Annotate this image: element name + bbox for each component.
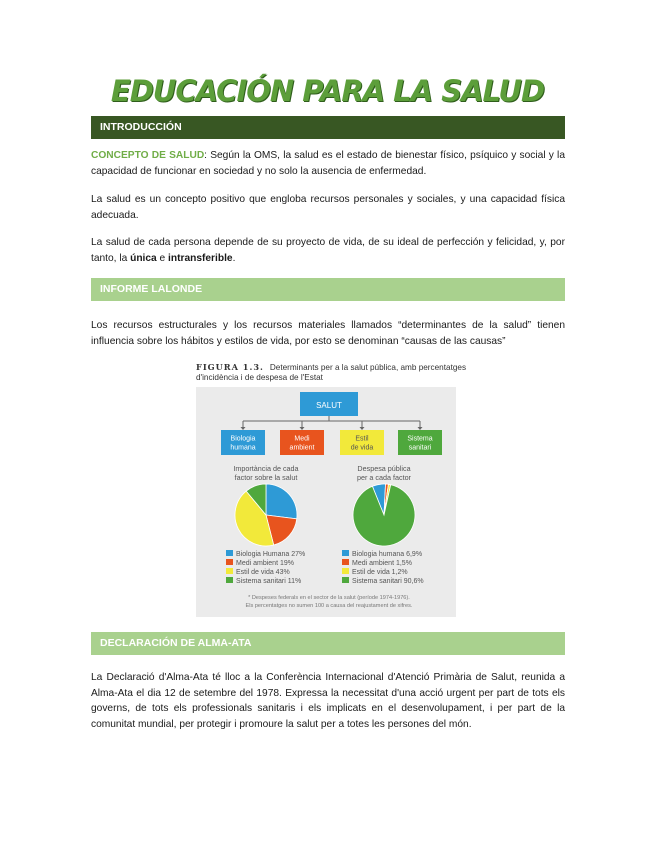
figure-caption [196,362,476,383]
factor-box-label-4-line2: sanitari [408,444,432,452]
pie2-title-line1: Despesa pública [357,464,411,473]
legend1-label-3: Estil de vida 43% [236,569,290,576]
legend2-swatch-1 [342,550,349,556]
intro-paragraph-2: La salud es un concepto positivo que engloba recursos personales y sociales, y una capacidad física adecuada. [91,194,565,221]
legend2-label-4: Sistema sanitari 90,6% [352,578,424,585]
factor-box-label-2-line1: Medi [294,435,310,443]
legend1-label-1: Biologia Humana 27% [236,551,306,558]
connector-arrow-2 [300,427,305,430]
factor-box-label-4-line1: Sistema [407,435,433,443]
para3-text: La salud de cada persona depende de su proyecto de vida, de su ideal de perfección y felicidad, y, por tanto, la [91,237,565,264]
concept-label: CONCEPTO DE SALUD [91,150,205,161]
almaata-paragraph: La Declaració d'Alma-Ata té lloc a la Conferència Internacional d'Atenció Primària de Salut, reunida a Alma-Ata el dia 12 de setembre del 1978. Expressa la necessitat d'una acció urgent per part de tots els governs, de tots els professionals sanitaris i els implicats en el desenvolupament, i per part de la comunitat mundial, per protegir i promoure la salut per a totes les persones del món. [91,672,565,730]
section-heading-intro: INTRODUCCIÓN [91,116,565,139]
figure-panel [196,387,456,617]
legend-spending [342,550,424,585]
concept-paragraph [91,148,565,179]
legend1-swatch-4 [226,577,233,583]
legend-importance [226,550,305,585]
legend2-swatch-3 [342,568,349,574]
connector-arrow-4 [418,427,423,430]
section-heading-lalonde: INFORME LALONDE [91,278,565,301]
para3-bold-intransferible: intransferible [168,252,233,264]
factor-box-label-1-line2: humana [230,444,256,452]
legend2-label-2: Medi ambient 1,5% [352,560,412,567]
pie1-title-line2: factor sobre la salut [234,473,298,482]
pie2-title-line2: per a cada factor [357,473,411,482]
lalonde-paragraph: Los recursos estructurales y los recursos materiales llamados “determinantes de la salud” tienen influencia sobre los hábitos y estilos de vida, por esto se denominan “causas de las causas” [91,320,565,347]
pie-chart-spending [353,484,415,546]
legend1-swatch-3 [226,568,233,574]
concept-text: : Según la OMS, la salud es el estado de bienestar físico, psíquico y social y la capacidad de funcionar en sociedad y no solo la ausencia de enfermedad. [91,150,565,177]
connector-arrow-3 [360,427,365,430]
figure-label: FIGURA 1.3. [196,362,264,372]
pie-chart-importance [235,484,297,546]
legend1-label-4: Sistema sanitari 11% [236,578,302,585]
footnote-line2: Els percentatges no sumen 100 a causa del reajustament de xifres. [245,603,413,609]
figure-caption-text: Determinants per a la salut pública, amb percentatges d'incidència i de despesa de l'Estat [196,363,467,382]
factor-box-label-2-line2: ambient [289,444,315,452]
factor-boxes [221,421,442,455]
legend2-swatch-2 [342,559,349,565]
para3-end: . [232,252,236,264]
connector-arrow-1 [241,427,246,430]
factor-box-label-3-line2: de vida [350,444,374,452]
determinants-diagram [196,387,456,617]
page-title: EDUCACIÓN PARA LA SALUD [110,74,545,108]
legend1-label-2: Medi ambient 19% [236,560,294,567]
root-label: SALUT [316,401,342,410]
section-heading-almaata: DECLARACIÓN DE ALMA-ATA [91,632,565,655]
factor-box-label-3-line1: Estil [355,435,369,443]
para3-bold-unica: única [130,252,157,264]
pie1-title-line1: Importància de cada [233,464,299,473]
legend2-label-3: Estil de vida 1,2% [352,569,408,576]
legend2-swatch-4 [342,577,349,583]
legend1-swatch-1 [226,550,233,556]
legend1-swatch-2 [226,559,233,565]
factor-box-label-1-line1: Biologia [230,435,256,443]
para3-mid: e [156,252,169,264]
intro-paragraph-3 [91,235,565,266]
footnote-line1: * Despeses federals en el sector de la salut (període 1974-1976). [248,595,410,601]
legend2-label-1: Biologia humana 6,9% [352,551,423,558]
pie1-slice-1 [266,484,297,519]
